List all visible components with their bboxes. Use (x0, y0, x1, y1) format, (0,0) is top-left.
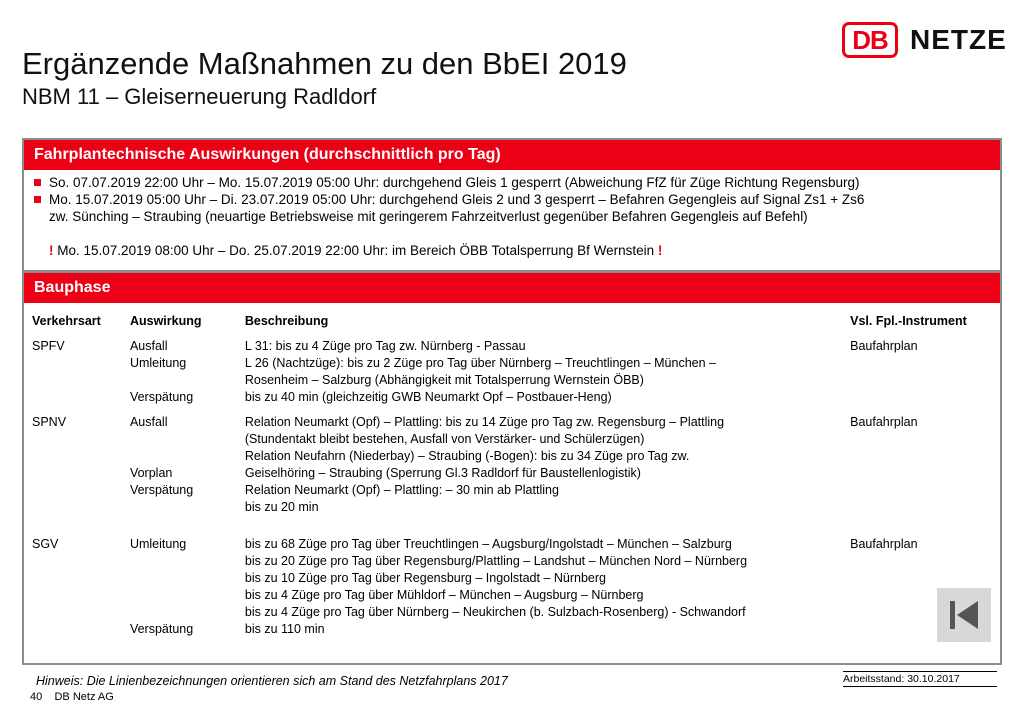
auswirkung-cell: Vorplan (129, 466, 173, 480)
db-netze-logo (842, 22, 1007, 58)
footnote: Hinweis: Die Linienbezeichnungen orientieren sich am Stand des Netzfahrplans 2017 (36, 674, 508, 688)
warning-mark-icon: ! (657, 243, 663, 258)
list-item (34, 191, 992, 225)
bauphase-panel (22, 271, 1002, 665)
beschreibung-cell: L 26 (Nachtzüge): bis zu 2 Züge pro Tag über Nürnberg – Treuchtlingen – München – (244, 356, 716, 370)
netze-wordmark: NETZE (910, 24, 1007, 55)
beschreibung-cell: Relation Neumarkt (Opf) – Plattling: bis zu 14 Züge pro Tag zw. Regensburg – Plattling (244, 415, 725, 429)
table-row (32, 482, 1000, 499)
table-row (32, 621, 1000, 638)
company-name: DB Netz AG (54, 691, 114, 703)
column-header: Auswirkung (129, 314, 202, 328)
verkehrsart-cell: SPFV (32, 339, 65, 353)
table-row (32, 604, 1000, 621)
page-number: 40 (30, 691, 43, 703)
auswirkung-cell: Ausfall (129, 339, 168, 353)
page-subtitle: NBM 11 – Gleiserneuerung Radldorf (22, 84, 377, 109)
verkehrsart-cell: SGV (32, 537, 59, 551)
beschreibung-cell: L 31: bis zu 4 Züge pro Tag zw. Nürnberg - Passau (244, 339, 526, 353)
table-row (32, 372, 1000, 389)
auswirkung-cell: Umleitung (129, 356, 187, 370)
bullet-text: So. 07.07.2019 22:00 Uhr – Mo. 15.07.2019 05:00 Uhr: durchgehend Gleis 1 gesperrt (Abweichung FfZ für Züge Richtung Regensburg) (49, 175, 860, 190)
warning-text: Mo. 15.07.2019 08:00 Uhr – Do. 25.07.2019 22:00 Uhr: im Bereich ÖBB Totalsperrung Bf Wernstein (57, 243, 655, 258)
list-item (34, 174, 992, 191)
footer (30, 691, 114, 703)
verkehrsart-cell: SPNV (32, 415, 67, 429)
column-header: Vsl. Fpl.-Instrument (850, 314, 967, 328)
beschreibung-cell: bis zu 110 min (244, 622, 325, 636)
table-row (32, 465, 1000, 482)
table-row (32, 499, 1000, 516)
bullet-square-icon (34, 196, 41, 203)
instrument-cell: Baufahrplan (850, 415, 918, 429)
beschreibung-cell: bis zu 40 min (gleichzeitig GWB Neumarkt Opf – Postbauer-Heng) (244, 390, 612, 404)
bullet-text: Mo. 15.07.2019 05:00 Uhr – Di. 23.07.2019 05:00 Uhr: durchgehend Gleis 2 und 3 gesperrt – Befahren Gegengleis auf Signal Zs1 + Zs6 (49, 192, 865, 207)
beschreibung-cell: bis zu 4 Züge pro Tag über Mühldorf – München – Augsburg – Nürnberg (244, 588, 644, 602)
auswirkung-cell: Verspätung (129, 390, 194, 404)
effects-panel (22, 138, 1002, 272)
warning-line (34, 242, 992, 259)
beschreibung-cell: Rosenheim – Salzburg (Abhängigkeit mit Totalsperrung Wernstein ÖBB) (244, 373, 644, 387)
back-to-start-button[interactable] (937, 588, 991, 642)
bauphase-table (32, 303, 1000, 638)
table-row (32, 570, 1000, 587)
table-row (32, 389, 1000, 406)
table-header-row (32, 303, 1000, 338)
warning-mark-icon: ! (49, 243, 54, 258)
auswirkung-cell: Verspätung (129, 483, 194, 497)
db-logo: DB (842, 22, 898, 58)
bauphase-heading: Bauphase (24, 273, 1000, 303)
effects-list (24, 170, 1000, 259)
beschreibung-cell: bis zu 20 Züge pro Tag über Regensburg/Plattling – Landshut – München Nord – Nürnberg (244, 554, 748, 568)
column-header: Beschreibung (244, 314, 329, 328)
table-row (32, 338, 1000, 355)
page-title: Ergänzende Maßnahmen zu den BbEI 2019 (22, 46, 627, 81)
beschreibung-cell: bis zu 4 Züge pro Tag über Nürnberg – Neukirchen (b. Sulzbach-Rosenberg) - Schwandorf (244, 605, 746, 619)
table-row (32, 431, 1000, 448)
table-row (32, 448, 1000, 465)
auswirkung-cell: Umleitung (129, 537, 187, 551)
table-row (32, 355, 1000, 372)
beschreibung-cell: bis zu 10 Züge pro Tag über Regensburg – Ingolstadt – Nürnberg (244, 571, 606, 585)
bullet-text-continued: zw. Sünching – Straubing (neuartige Betriebsweise mit geringerem Fahrzeitverlust gegenüber Befahren Gegengleis auf Befehl) (49, 209, 808, 224)
auswirkung-cell: Verspätung (129, 622, 194, 636)
arbeitsstand: Arbeitsstand: 30.10.2017 (843, 671, 997, 687)
bullet-square-icon (34, 179, 41, 186)
instrument-cell: Baufahrplan (850, 537, 918, 551)
beschreibung-cell: Relation Neufahrn (Niederbay) – Straubing (-Bogen): bis zu 34 Züge pro Tag zw. (244, 449, 690, 463)
table-row (32, 553, 1000, 570)
beschreibung-cell: bis zu 20 min (244, 500, 319, 514)
auswirkung-cell: Ausfall (129, 415, 168, 429)
beschreibung-cell: (Stundentakt bleibt bestehen, Ausfall von Verstärker- und Schülerzügen) (244, 432, 645, 446)
column-header: Verkehrsart (32, 314, 101, 328)
instrument-cell: Baufahrplan (850, 339, 918, 353)
beschreibung-cell: Relation Neumarkt (Opf) – Plattling: – 30 min ab Plattling (244, 483, 559, 497)
beschreibung-cell: Geiselhöring – Straubing (Sperrung Gl.3 Radldorf für Baustellenlogistik) (244, 466, 641, 480)
beschreibung-cell: bis zu 68 Züge pro Tag über Treuchtlingen – Augsburg/Ingolstadt – München – Salzburg (244, 537, 732, 551)
table-row (32, 587, 1000, 604)
effects-heading: Fahrplantechnische Auswirkungen (durchschnittlich pro Tag) (24, 140, 1000, 170)
table-row (32, 536, 1000, 553)
skip-back-icon (946, 597, 982, 633)
table-row (32, 414, 1000, 431)
